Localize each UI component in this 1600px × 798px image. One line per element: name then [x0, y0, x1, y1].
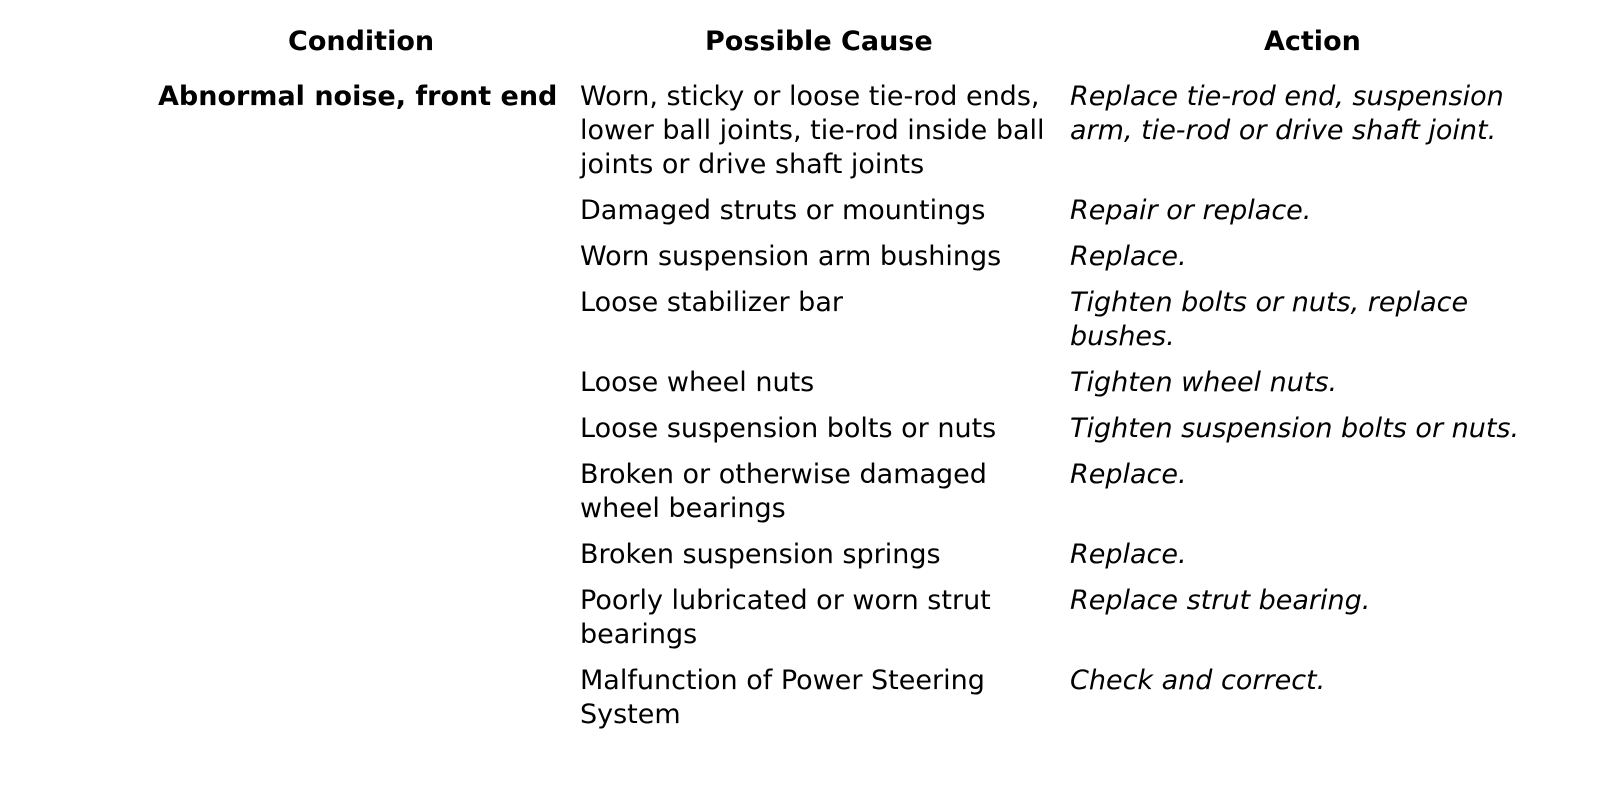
action-cell: Tighten suspension bolts or nuts.	[1070, 413, 1520, 444]
cause-cell: Poorly lubricated or worn strut bearings	[580, 585, 991, 650]
table-row	[580, 412, 1590, 446]
action-cell: Check and correct.	[1070, 665, 1326, 696]
table-row	[580, 240, 1590, 274]
cause-cell: Malfunction of Power Steering System	[580, 665, 985, 730]
cause-action-rows	[580, 80, 1590, 744]
action-cell: Replace.	[1070, 459, 1187, 490]
table-row	[580, 458, 1590, 526]
table-row	[580, 584, 1590, 652]
cause-cell: Damaged struts or mountings	[580, 195, 986, 226]
action-cell: Tighten wheel nuts.	[1070, 367, 1338, 398]
cause-cell: Worn suspension arm bushings	[580, 241, 1002, 272]
action-cell: Repair or replace.	[1070, 195, 1312, 226]
cause-cell: Loose suspension bolts or nuts	[580, 413, 997, 444]
header-action: Action	[1264, 26, 1361, 57]
action-cell: Tighten bolts or nuts, replace bushes.	[1070, 287, 1469, 352]
action-cell: Replace.	[1070, 539, 1187, 570]
cause-cell: Worn, sticky or loose tie-rod ends, lower ball joints, tie-rod inside ball joints or drive shaft joints	[580, 81, 1045, 180]
table-row	[580, 538, 1590, 572]
action-cell: Replace.	[1070, 241, 1187, 272]
cause-cell: Broken suspension springs	[580, 539, 941, 570]
cause-cell: Loose wheel nuts	[580, 367, 815, 398]
table-row	[580, 286, 1590, 354]
table-row	[580, 194, 1590, 228]
cause-cell: Broken or otherwise damaged wheel bearings	[580, 459, 987, 524]
header-condition: Condition	[288, 26, 435, 57]
action-cell: Replace strut bearing.	[1070, 585, 1371, 616]
header-possible-cause: Possible Cause	[705, 26, 933, 57]
condition-cell: Abnormal noise, front end	[158, 81, 558, 112]
table-row	[580, 80, 1590, 182]
action-cell: Replace tie-rod end, suspension arm, tie-rod or drive shaft joint.	[1070, 81, 1504, 146]
cause-cell: Loose stabilizer bar	[580, 287, 843, 318]
table-row	[580, 664, 1590, 732]
table-row	[580, 366, 1590, 400]
